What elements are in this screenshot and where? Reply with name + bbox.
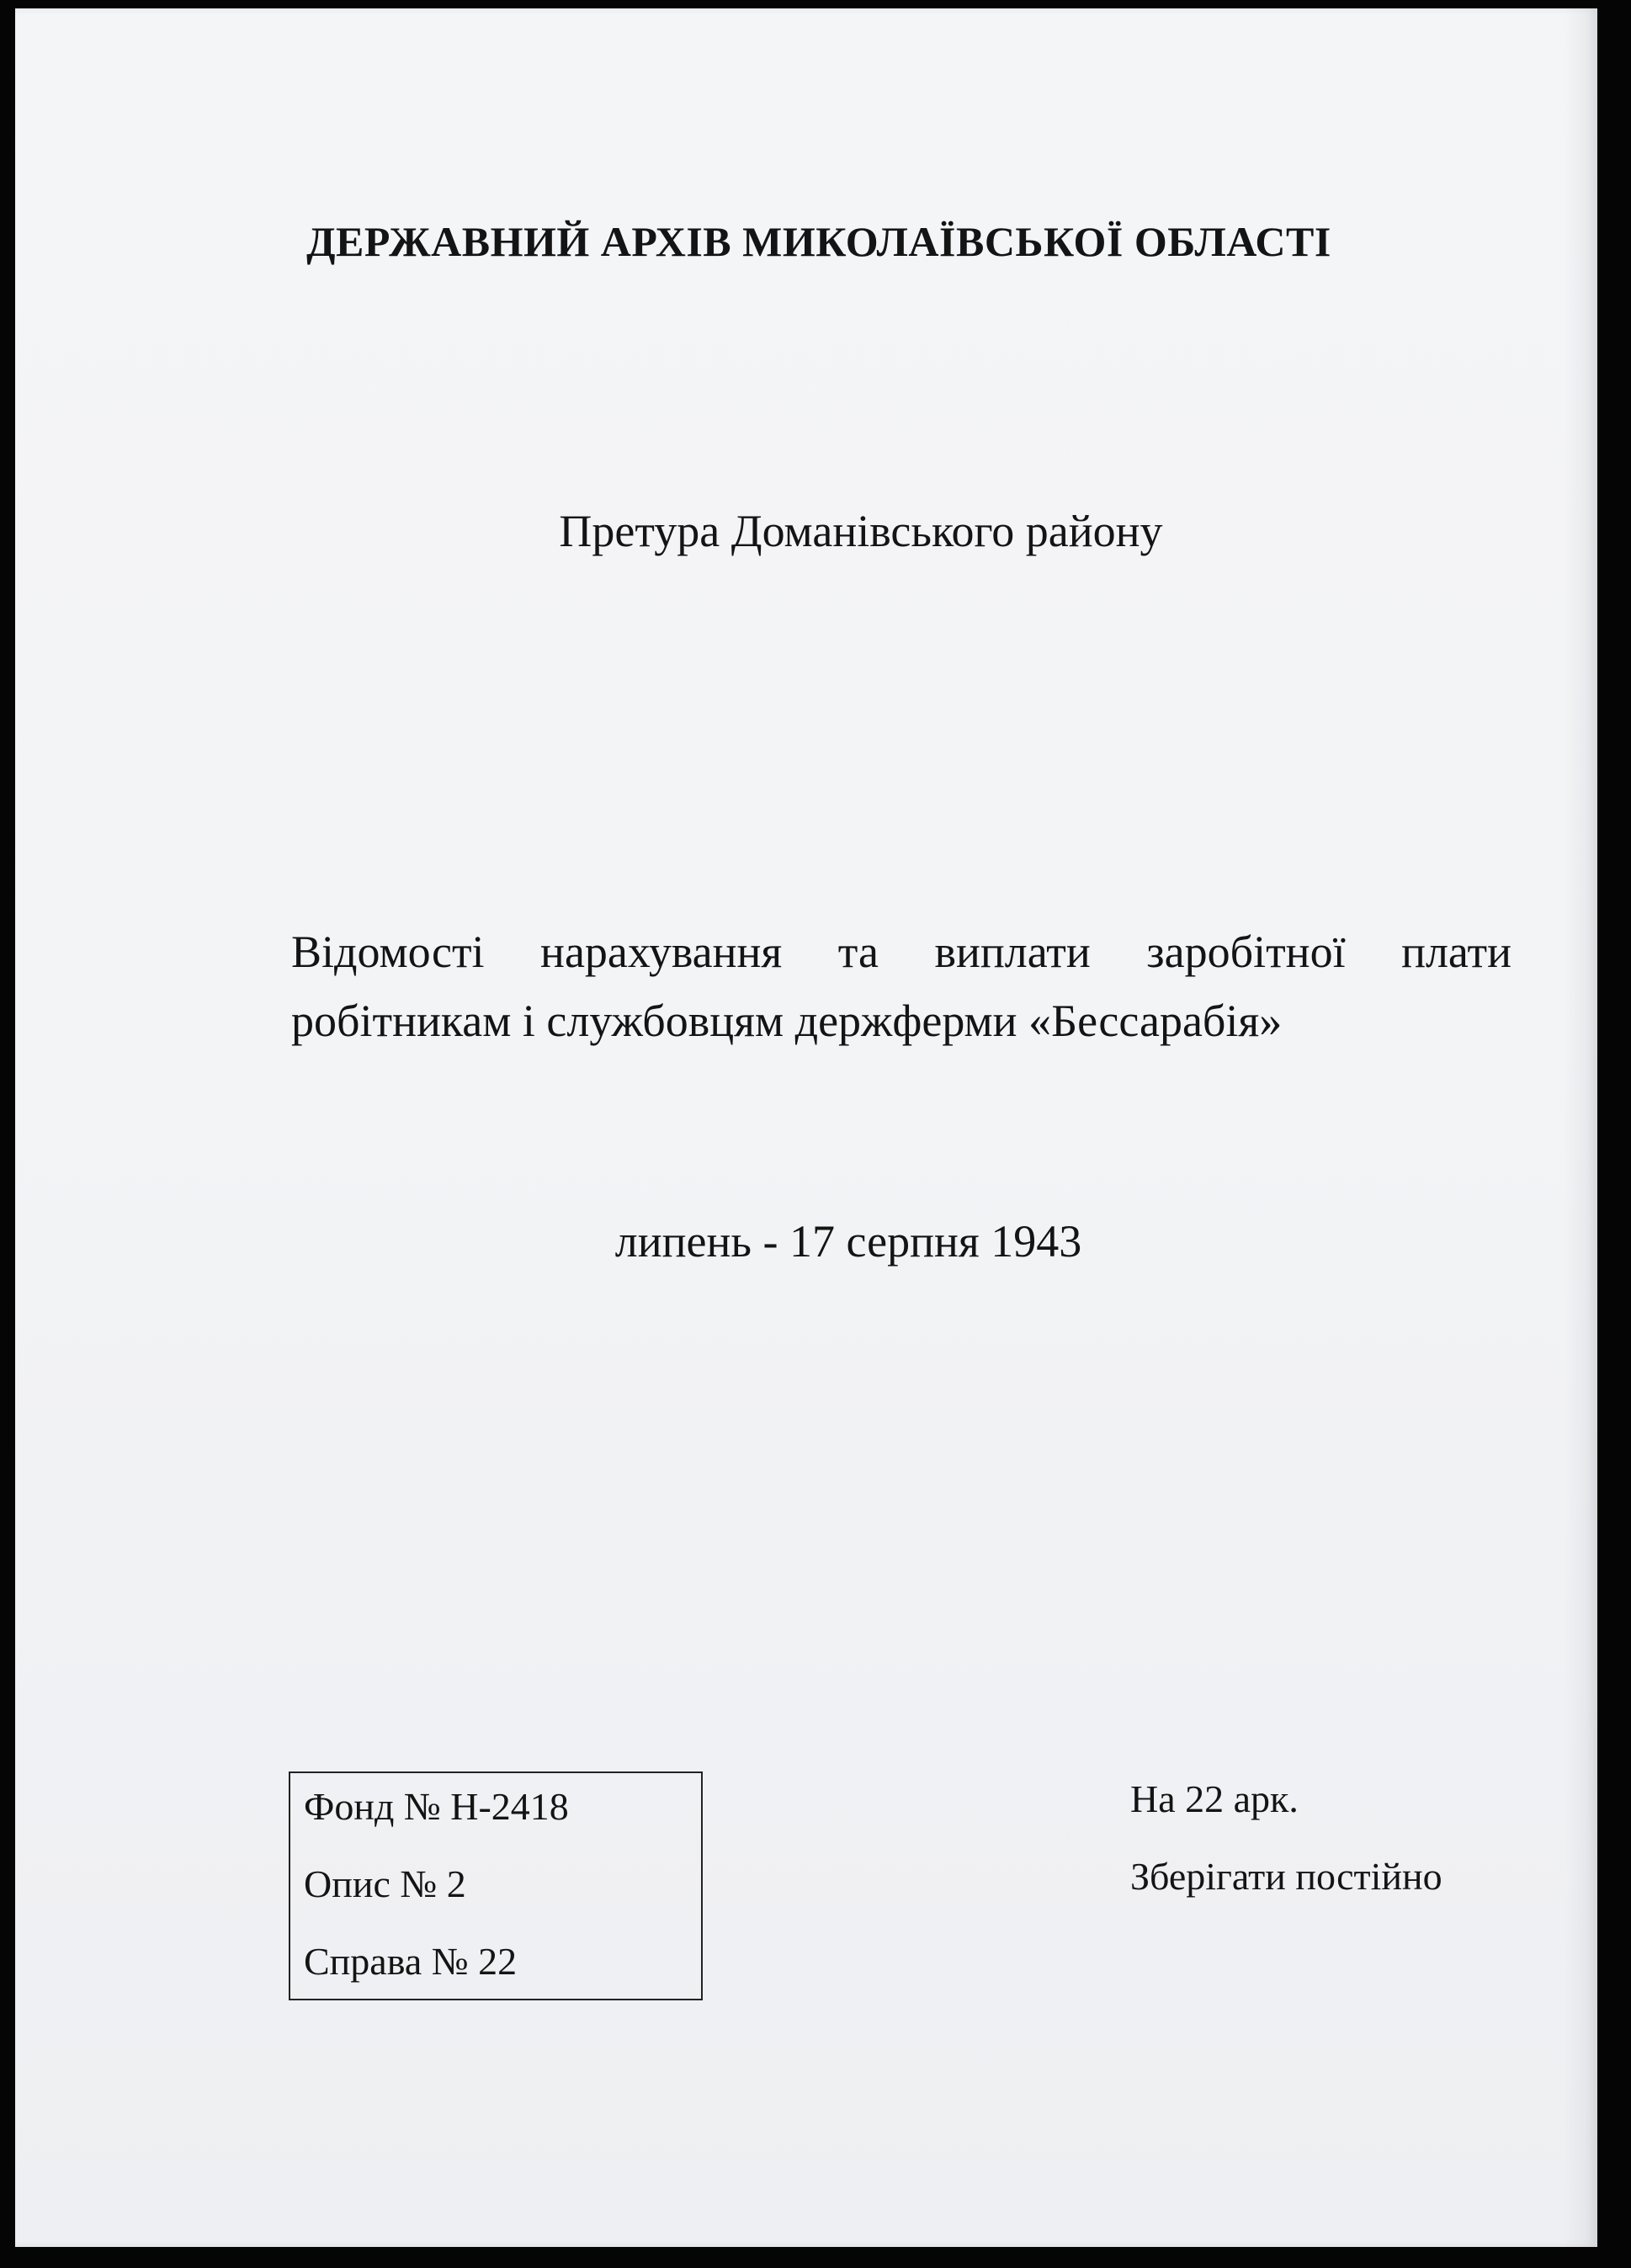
archive-file-cover: [15, 8, 1597, 2247]
archive-name-heading: ДЕРЖАВНИЙ АРХІВ МИКОЛАЇВСЬКОЇ ОБЛАСТІ: [306, 218, 1331, 265]
archive-codes-box: [289, 1771, 703, 2000]
fond-number: Фонд № Н-2418: [304, 1785, 569, 1828]
storage-info: [1130, 1776, 1442, 1931]
opys-number: Опис № 2: [304, 1862, 466, 1905]
sprava-number: Справа № 22: [304, 1940, 518, 1983]
case-title: Відомості нарахування та виплати заробітної плати робітникам і службовцям держферми «Бессарабія»: [291, 927, 1511, 1046]
fund-creator-name: Претура Доманівського району: [559, 506, 1163, 556]
retention-note: Зберігати постійно: [1130, 1855, 1442, 1898]
date-range: липень - 17 серпня 1943: [614, 1216, 1082, 1267]
sheet-count: На 22 арк.: [1130, 1777, 1299, 1820]
